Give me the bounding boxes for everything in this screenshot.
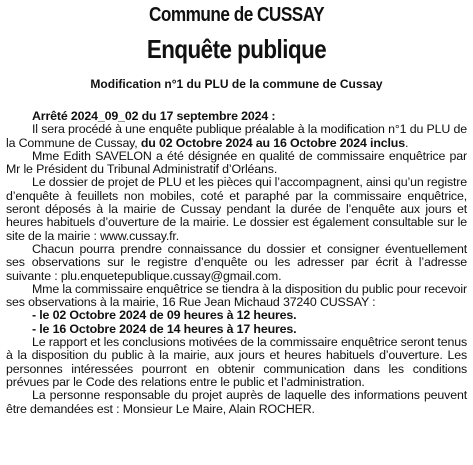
public-notice xyxy=(6,4,467,416)
notice-body xyxy=(6,110,467,416)
paragraph-enquete-end: . xyxy=(404,135,409,150)
permanence-date-2: - le 16 Octobre 2024 de 14 heures à 17 heures. xyxy=(32,321,297,336)
arrete-reference: Arrêté 2024_09_02 du 17 septembre 2024 : xyxy=(32,109,276,123)
notice-title: Enquête publique xyxy=(146,34,327,64)
paragraph-dossier: Le dossier de projet de PLU et les pièces qui l’accompagnent, ainsi qu’un registre d’enquête à feuillets non mobiles, coté et paraphé par la commissaire enquêtrice, seront déposés à la mairie de Cussay pendant la durée de l’enquête aux jours et heures habituels d’ouverture de la mairie. Le dossier est également consultable sur le site de la mairie : www.cussay.fr. xyxy=(6,175,467,243)
enquete-dates: du 02 Octobre 2024 au 16 Octobre 2024 inclus xyxy=(140,135,405,150)
permanence-date-1: - le 02 Octobre 2024 de 09 heures à 12 heures. xyxy=(32,308,297,323)
paragraph-permanences: Mme la commissaire enquêtrice se tiendra à la disposition du public pour recevoir ses observations à la mairie, 16 Rue Jean Michaud 37240 CUSSAY : xyxy=(6,281,467,310)
paragraph-observations: Chacun pourra prendre connaissance du dossier et consigner éventuellement ses observations sur le registre d’enquête ou les adresser par écrit à l’adresse suivante : plu.enquetepublique.cussay@gmail.com. xyxy=(6,241,467,283)
paragraph-enquete-dates xyxy=(6,123,467,150)
paragraph-enquete-text: Il sera procédé à une enquête publique préalable à la modification n°1 du PLU de la Commune de Cussay, xyxy=(6,122,467,150)
paragraph-responsable: La personne responsable du projet auprès de laquelle des informations peuvent être demandées est : Monsieur Le Maire, Alain ROCHER. xyxy=(6,388,467,416)
notice-subtitle: Modification n°1 du PLU de la commune de Cussay xyxy=(90,77,383,91)
commune-name: Commune de CUSSAY xyxy=(148,4,325,26)
paragraph-commissaire: Mme Edith SAVELON a été désignée en qualité de commissaire enquêtrice par Mr le Président du Tribunal Administratif d’Orléans. xyxy=(6,148,467,177)
paragraph-rapport: Le rapport et les conclusions motivées de la commissaire enquêtrice seront tenus à la disposition du public à la mairie, aux jours et heures habituels d’ouverture. Les personnes intéressées pourront en obtenir communication dans les conditions prévues par le Code des relations entre le public et l’administration. xyxy=(6,335,467,389)
